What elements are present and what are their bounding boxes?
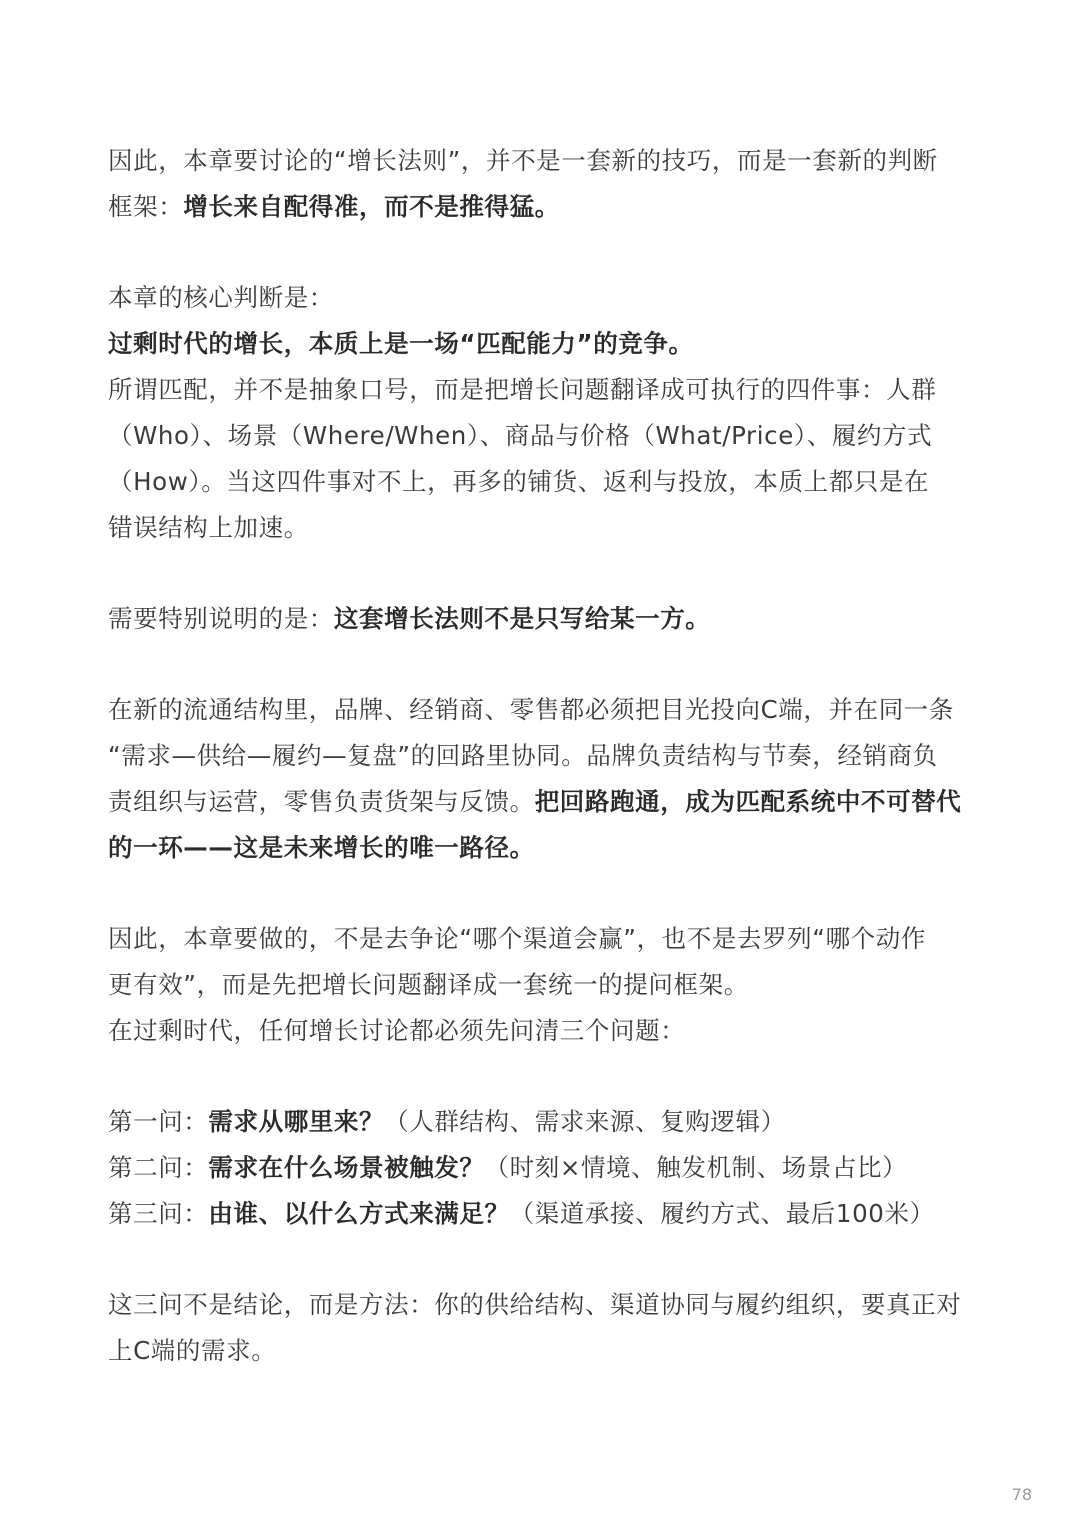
body-text: （How）。当这四件事对不上，再多的铺货、返利与投放，本质上都只是在 <box>108 467 930 496</box>
bold-text: 增长来自配得准，而不是推得猛。 <box>183 192 560 221</box>
body-text: 需要特别说明的是： <box>108 604 334 633</box>
text-line <box>108 825 976 871</box>
body-text: （Who）、场景（Where/When）、商品与价格（What/Price）、履约方式 <box>108 421 933 450</box>
body-text: 框架： <box>108 192 184 221</box>
bold-text: 这套增长法则不是只写给某一方。 <box>333 604 711 633</box>
body-text: 本章的核心判断是： <box>108 283 334 312</box>
text-line <box>108 413 976 459</box>
body-text: 在过剩时代，任何增长讨论都必须先问清三个问题： <box>108 1016 686 1045</box>
body-text: 责组织与运营，零售负责货架与反馈。 <box>108 787 535 816</box>
text-line <box>108 1145 976 1191</box>
text-line <box>108 779 976 825</box>
text-line <box>108 1328 976 1374</box>
body-text: “需求—供给—履约—复盘”的回路里协同。品牌负责结构与节奏，经销商负 <box>108 741 938 770</box>
bold-text: 把回路跑通，成为匹配系统中不可替代 <box>534 787 962 816</box>
body-text: 上C端的需求。 <box>108 1336 277 1365</box>
text-line <box>108 1282 976 1328</box>
text-line <box>108 367 976 413</box>
text-line <box>108 733 976 779</box>
body-text: 这三问不是结论，而是方法：你的供给结构、渠道协同与履约组织，要真正对 <box>108 1290 962 1319</box>
text-line <box>108 916 976 962</box>
body-text: （人群结构、需求来源、复购逻辑） <box>384 1107 786 1136</box>
body-text: 因此，本章要讨论的“增长法则”，并不是一套新的技巧，而是一套新的判断 <box>108 146 938 175</box>
paragraph <box>108 1282 976 1374</box>
text-line <box>108 1191 976 1237</box>
bold-text: 由谁、以什么方式来满足？ <box>208 1199 510 1228</box>
body-text: 更有效”，而是先把增长问题翻译成一套统一的提问框架。 <box>108 970 749 999</box>
paragraph <box>108 596 976 642</box>
paragraph <box>108 138 976 230</box>
bold-text: 过剩时代的增长，本质上是一场“匹配能力”的竞争。 <box>108 329 694 358</box>
body-text: （渠道承接、履约方式、最后100米） <box>509 1199 935 1228</box>
text-line <box>108 505 976 551</box>
text-line <box>108 596 976 642</box>
text-line <box>108 687 976 733</box>
text-line <box>108 1099 976 1145</box>
text-line <box>108 962 976 1008</box>
body-text: 第一问： <box>108 1107 209 1136</box>
bold-text: 需求在什么场景被触发？ <box>208 1153 485 1182</box>
paragraph <box>108 916 976 1054</box>
text-line <box>108 459 976 505</box>
body-text: 在新的流通结构里，品牌、经销商、零售都必须把目光投向C端，并在同一条 <box>108 695 955 724</box>
text-line <box>108 275 976 321</box>
text-line <box>108 184 976 230</box>
page-number: 78 <box>1011 1485 1032 1504</box>
body-text: 第二问： <box>108 1153 209 1182</box>
paragraph <box>108 687 976 871</box>
bold-text: 的一环——这是未来增长的唯一路径。 <box>108 833 535 862</box>
body-text: 所谓匹配，并不是抽象口号，而是把增长问题翻译成可执行的四件事：人群 <box>108 375 937 404</box>
paragraph <box>108 1099 976 1237</box>
paragraph <box>108 275 976 551</box>
text-line <box>108 138 976 184</box>
body-text: 错误结构上加速。 <box>108 513 309 542</box>
body-text: 因此，本章要做的，不是去争论“哪个渠道会赢”，也不是去罗列“哪个动作 <box>108 924 926 953</box>
bold-text: 需求从哪里来？ <box>208 1107 385 1136</box>
text-line <box>108 321 976 367</box>
page-body <box>108 138 976 1419</box>
body-text: （时刻×情境、触发机制、场景占比） <box>484 1153 908 1182</box>
body-text: 第三问： <box>108 1199 209 1228</box>
text-line <box>108 1008 976 1054</box>
